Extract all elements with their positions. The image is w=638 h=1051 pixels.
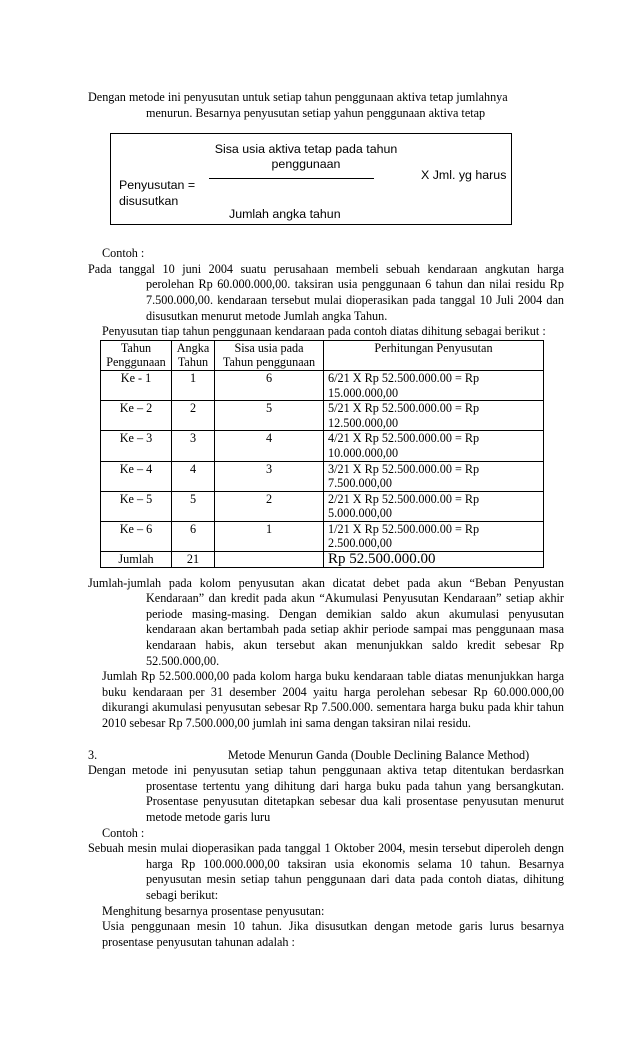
cell-angka: 3 [172,431,215,461]
cell-tahun: Ke – 5 [101,491,172,521]
table-row [101,491,544,521]
calc-line-2: 2.500.000,00 [328,536,392,551]
table-row [101,521,544,551]
section3-number: 3. [88,747,98,762]
cell-sisa: 6 [215,370,324,400]
after-table-para2: Jumlah Rp 52.500.000,00 pada kolom harga buku kendaraan table diatas menunjukkan harga buku kendaraan per 31 desember 2004 yaitu harga perolehan sebesar Rp 60.000.000,00 dikurangi akumulasi penyusutan sebesar Rp 7.500.000. sementara harga buku pada khir tahun 2010 sebesar Rp 7.500.000,00 jumlah ini sama dengan taksiran nilai residu. [102,669,564,730]
intro-line-1: Dengan metode ini penyusutan untuk setiap tahun penggunaan aktiva tetap jumlahnya [88,90,508,104]
cell-tahun: Ke – 6 [101,521,172,551]
section3-menghitung: Menghitung besarnya prosentase penyusutan: [102,903,325,918]
section3-heading [88,748,564,764]
formula-label-2: disusutkan [119,194,179,209]
total-empty [215,552,324,568]
cell-tahun: Ke - 1 [101,370,172,400]
table-intro: Penyusutan tiap tahun penggunaan kendaraan pada contoh diatas dihitung sebagai berikut : [102,324,546,339]
after-table-para1: Jumlah-jumlah pada kolom penyusutan akan dicatat debet pada akun “Beban Penyustan Kendaraan” dan kredit pada akun “Akumulasi Penyusutan Kendaraan” setiap akhir periode masing-masing. Dengan demikian saldo akun akumulasi penyusutan kendaraan akan bertambah pada setiap akhir periode sampai mas penggunaan masa kendaraan habis, akun tersebut akan menunjukkan saldo kredit sebesar Rp 52.500.000,00. [88,575,564,668]
calc-line-1: 1/21 X Rp 52.500.000.00 = Rp [328,521,480,536]
cell-angka: 4 [172,461,215,491]
cell-perhitungan [324,431,544,461]
calc-line-2: 15.000.000,00 [328,385,399,400]
calc-line-1: 6/21 X Rp 52.500.000.00 = Rp [328,370,480,385]
formula-numerator-line1: Sisa usia aktiva tetap pada tahun [214,142,398,157]
cell-perhitungan [324,370,544,400]
section3-title: Metode Menurun Ganda (Double Declining Balance Method) [228,747,530,762]
table-row [101,461,544,491]
calc-line-1: 2/21 X Rp 52.500.000.00 = Rp [328,491,480,506]
calc-line-2: 12.500.000,00 [328,415,399,430]
formula-box [110,133,512,225]
header-angka: Angka Tahun [172,340,215,370]
cell-angka: 6 [172,521,215,551]
calc-line-1: 4/21 X Rp 52.500.000.00 = Rp [328,431,480,446]
total-value: Rp 52.500.000.00 [324,552,544,568]
section3-para1: Dengan metode ini penyusutan setiap tahun penggunaan aktiva tetap ditentukan berdasrkan prosentase tertentu yang dihitung dari harga buku pada tahun yang bersangkutan. Prosentase penyusutan ditetapkan sebesar dua kali prosentase penyusutan menurut metode metode garis luru [88,763,564,824]
cell-tahun: Ke – 3 [101,431,172,461]
section3-contoh: Contoh : [102,825,145,840]
calc-line-1: 3/21 X Rp 52.500.000.00 = Rp [328,461,480,476]
cell-sisa: 1 [215,521,324,551]
total-label: Jumlah [101,552,172,568]
fraction-bar [209,178,374,179]
total-angka: 21 [172,552,215,568]
table-row [101,401,544,431]
header-perhitungan: Perhitungan Penyusutan [324,340,544,370]
table-row [101,431,544,461]
cell-tahun: Ke – 2 [101,401,172,431]
section3-para3: Usia penggunaan mesin 10 tahun. Jika disusutkan dengan metode garis lurus besarnya prosentase penyusutan tahunan adalah : [102,919,564,949]
section3-para2: Sebuah mesin mulai dioperasikan pada tanggal 1 Oktober 2004, mesin tersebut diperoleh dengn harga Rp 100.000.000,00 taksiran usia ekonomis selama 10 tahun. Besarnya penyusutan mesin setiap tahun penggunaan dari data pada contoh diatas, dihitung sebagi berikut: [88,841,564,902]
cell-perhitungan [324,521,544,551]
header-tahun: Tahun Penggunaan [101,340,172,370]
document-page [88,90,564,950]
cell-angka: 5 [172,491,215,521]
cell-tahun: Ke – 4 [101,461,172,491]
table-row [101,370,544,400]
example1-paragraph: Pada tanggal 10 juni 2004 suatu perusahaan membeli sebuah kendaraan angkutan harga perolehan Rp 60.000.000,00. taksiran usia penggunaan 6 tahun dan nilai residu Rp 7.500.000,00. kendaraan tersebut mulai dioperasikan pada tanggal 10 Juli 2004 dan disusutkan menurut metode Jumlah angka Tahun. [88,261,564,323]
cell-sisa: 3 [215,461,324,491]
cell-angka: 2 [172,401,215,431]
calc-line-2: 5.000.000,00 [328,506,392,521]
example1-contoh: Contoh : [102,246,145,261]
cell-perhitungan [324,491,544,521]
cell-sisa: 4 [215,431,324,461]
table-header-row [101,340,544,370]
formula-numerator [206,142,406,172]
formula-numerator-line2: penggunaan [271,157,341,172]
cell-perhitungan [324,461,544,491]
table-total-row [101,552,544,568]
calc-line-2: 10.000.000,00 [328,445,399,460]
calc-line-2: 7.500.000,00 [328,476,392,491]
cell-angka: 1 [172,370,215,400]
formula-denominator: Jumlah angka tahun [229,207,341,222]
calc-line-1: 5/21 X Rp 52.500.000.00 = Rp [328,401,480,416]
cell-perhitungan [324,401,544,431]
cell-sisa: 5 [215,401,324,431]
formula-right: X Jml. yg harus [421,168,507,183]
cell-sisa: 2 [215,491,324,521]
header-sisa: Sisa usia pada Tahun penggunaan [215,340,324,370]
depreciation-table [100,340,544,568]
formula-label: Penyusutan = [119,178,196,193]
intro-line-2: menurun. Besarnya penyusutan setiap yahun penggunaan aktiva tetap [146,105,486,120]
